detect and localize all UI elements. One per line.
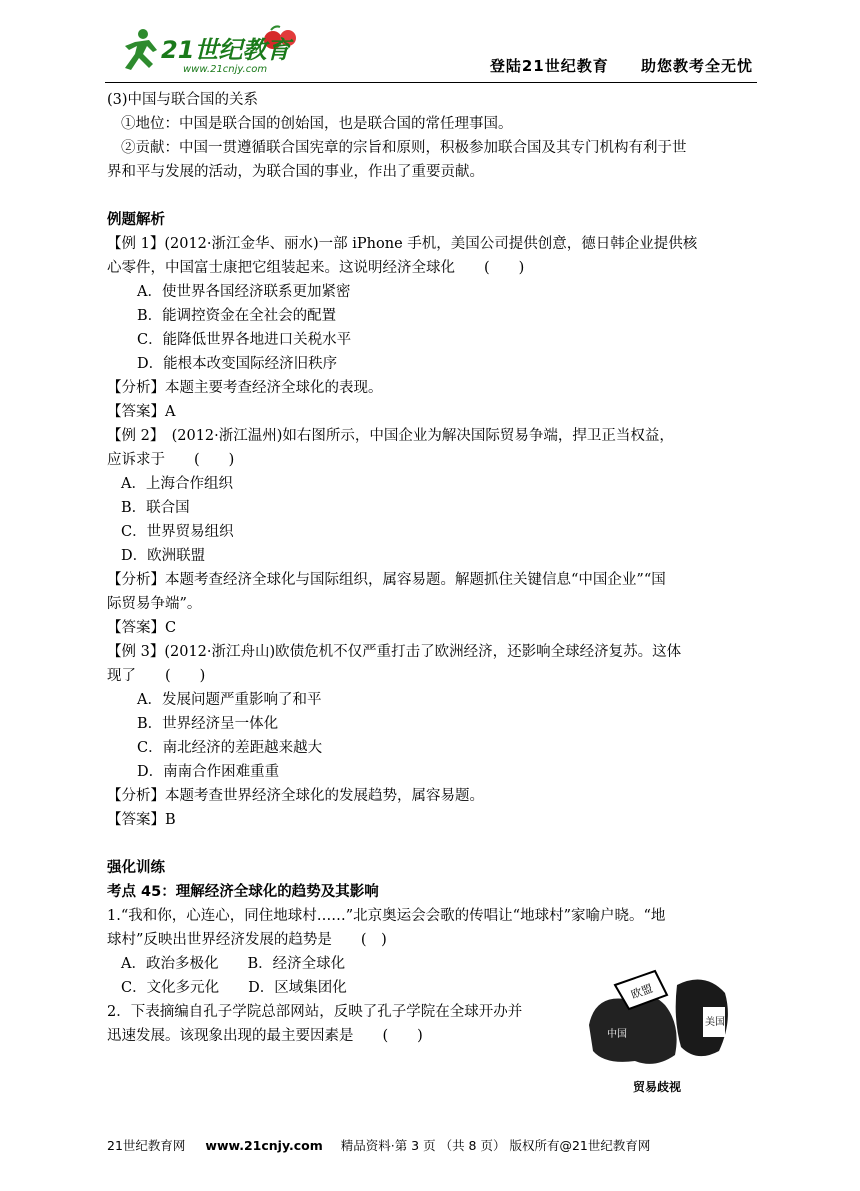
page-footer (107, 1136, 757, 1154)
ex3-analysis: 【分析】本题考查世界经济全球化的发展趋势，属容易题。 (107, 788, 484, 804)
ex2-question-2: 应诉求于 ( ) (107, 452, 235, 468)
q1-options-2: C．文化多元化 D．区域集团化 (121, 980, 347, 996)
q2-text-2: 迅速发展。该现象出现的最主要因素是 ( ) (107, 1028, 423, 1044)
ex1-option-d: D．能根本改变国际经济旧秩序 (137, 356, 338, 372)
point-position: ①地位：中国是联合国的创始国，也是联合国的常任理事国。 (121, 116, 513, 132)
ex1-option-b: B．能调控资金在全社会的配置 (137, 308, 337, 324)
footer-right: 精品资料·第 3 页 （共 8 页） 版权所有@21世纪教育网 (340, 1138, 651, 1153)
q1-options-1: A．政治多极化 B．经济全球化 (121, 956, 346, 972)
label-cn: 中国 (607, 1029, 627, 1040)
logo-url: www.21cnjy.com (183, 64, 268, 75)
label-us: 美国 (705, 1017, 725, 1028)
q1-text-2: 球村”反映出世界经济发展的趋势是 ( ) (107, 932, 387, 948)
runner-icon (125, 29, 157, 70)
header-slogan (464, 55, 753, 76)
ex2-option-b: B．联合国 (121, 500, 190, 516)
q1-text-1: 1.“我和你，心连心，同住地球村……”北京奥运会会歌的传唱让“地球村”家喻户晓。“地 (107, 908, 666, 924)
section-title: (3)中国与联合国的关系 (107, 92, 259, 108)
ex2-option-c: C．世界贸易组织 (121, 524, 234, 540)
ex3-option-c: C．南北经济的差距越来越大 (137, 740, 323, 756)
label-eu: 欧盟 (629, 981, 655, 1002)
ex1-question-2: 心零件，中国富士康把它组装起来。这说明经济全球化 ( ) (107, 260, 525, 276)
ex3-answer: 【答案】B (107, 812, 176, 828)
logo-text: 21世纪教育 (161, 36, 291, 64)
ex2-analysis-1: 【分析】本题考查经济全球化与国际组织，属容易题。解题抓住关键信息“中国企业”“国 (107, 572, 666, 588)
ex2-question-1: 【例 2】 (2012·浙江温州)如右图所示，中国企业为解决国际贸易争端，捍卫正当权益， (107, 428, 674, 444)
ex2-option-d: D．欧洲联盟 (121, 548, 206, 564)
ex3-option-d: D．南南合作困难重重 (137, 764, 280, 780)
ex1-option-a: A．使世界各国经济联系更加紧密 (137, 284, 351, 300)
ex3-question-1: 【例 3】(2012·浙江舟山)欧债危机不仅严重打击了欧洲经济，还影响全球经济复苏。这体 (107, 644, 682, 660)
ex1-analysis: 【分析】本题主要考查经济全球化的表现。 (107, 380, 383, 396)
ex3-option-a: A．发展问题严重影响了和平 (137, 692, 322, 708)
slogan-right: 助您教考全无忧 (640, 57, 753, 75)
ex3-option-b: B．世界经济呈一体化 (137, 716, 279, 732)
ex3-question-2: 现了 ( ) (107, 668, 206, 684)
training-topic: 考点 45：理解经济全球化的趋势及其影响 (107, 884, 379, 900)
ex1-question-1: 【例 1】(2012·浙江金华、丽水)一部 iPhone 手机，美国公司提供创意，德日韩企业提供核 (107, 236, 698, 252)
footer-site-link[interactable]: www.21cnjy.com (205, 1138, 323, 1153)
ex2-analysis-2: 际贸易争端”。 (107, 596, 202, 612)
ex1-answer: 【答案】A (107, 404, 176, 420)
page-header (105, 20, 757, 83)
ex2-answer: 【答案】C (107, 620, 177, 636)
ex1-option-c: C．能降低世界各地进口关税水平 (137, 332, 352, 348)
q2-text-1: 2．下表摘编自孔子学院总部网站，反映了孔子学院在全球开办并 (107, 1004, 523, 1020)
site-logo (113, 24, 313, 78)
point-contribution-1: ②贡献：中国一贯遵循联合国宪章的宗旨和原则，积极参加联合国及其专门机构有利于世 (121, 140, 687, 156)
slogan-left: 登陆21世纪教育 (489, 57, 609, 75)
trade-discrimination-cartoon (585, 965, 735, 1100)
footer-left: 21世纪教育网 (107, 1138, 186, 1153)
point-contribution-2: 界和平与发展的活动，为联合国的事业，作出了重要贡献。 (107, 164, 484, 180)
ex2-option-a: A．上海合作组织 (121, 476, 233, 492)
page-content (107, 88, 757, 1048)
cartoon-caption: 贸易歧视 (633, 1080, 682, 1094)
training-heading: 强化训练 (107, 860, 165, 876)
examples-heading: 例题解析 (107, 212, 165, 228)
